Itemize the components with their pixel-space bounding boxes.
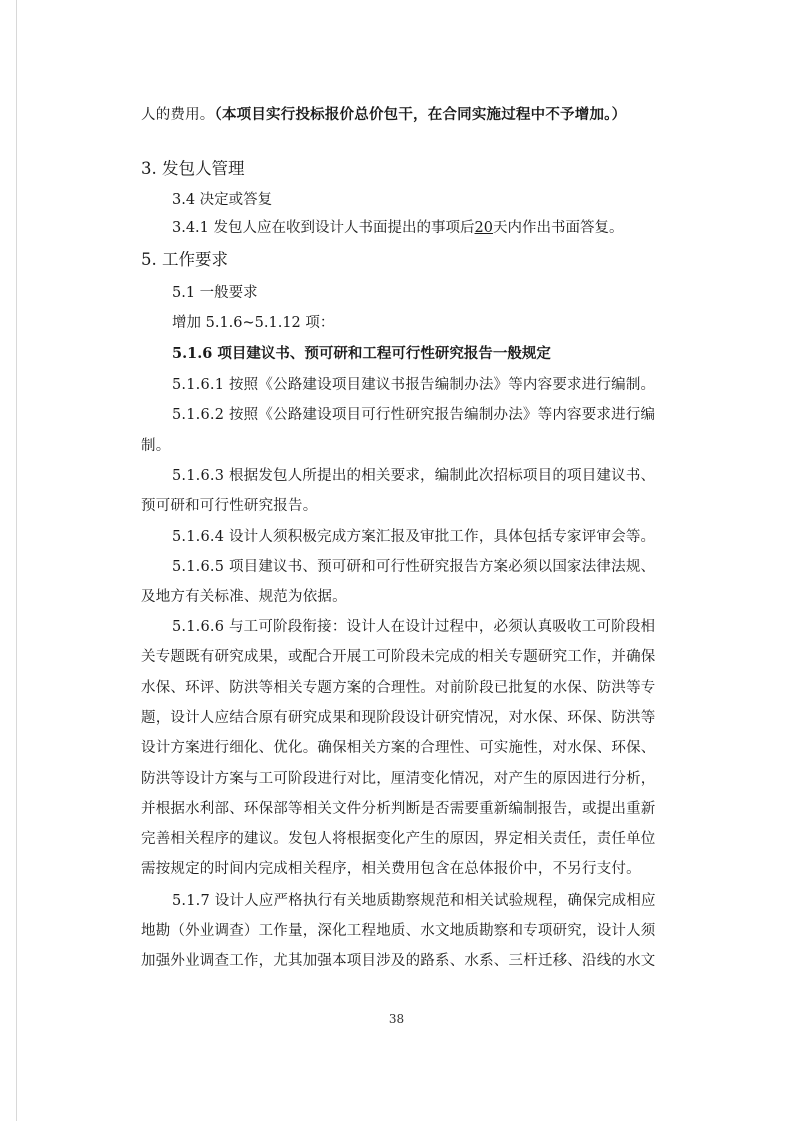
clause-5-1-6-3-line1: 5.1.6.3 根据发包人所提出的相关要求，编制此次招标项目的项目建议书、 bbox=[172, 468, 656, 484]
clause-5-1-7-line2: 地勘（外业调查）工作量，深化工程地质、水文地质勘察和专项研究，设计人须 bbox=[141, 923, 656, 939]
clause-5-1-6-1: 5.1.6.1 按照《公路建设项目建议书报告编制办法》等内容要求进行编制。 bbox=[172, 377, 656, 393]
clause-5-1-6-3-line2: 预可研和可行性研究报告。 bbox=[141, 498, 318, 514]
clause-3-4-1 bbox=[172, 218, 623, 238]
clause-5-1-6-6-line3: 水保、环评、防洪等相关专题方案的合理性。对前阶段已批复的水保、防洪等专 bbox=[141, 680, 656, 696]
clause-5-1-7-line3: 加强外业调查工作，尤其加强本项目涉及的路系、水系、三杆迁移、沿线的水文 bbox=[141, 953, 656, 969]
clause-5-1-6-6-line2: 关专题既有研究成果，或配合开展工可阶段未完成的相关专题研究工作，并确保 bbox=[141, 649, 656, 665]
subsection-5-1: 5.1 一般要求 bbox=[172, 285, 258, 301]
clause-5-1-6-2-line1: 5.1.6.2 按照《公路建设项目可行性研究报告编制办法》等内容要求进行编 bbox=[172, 407, 656, 423]
page-number: 38 bbox=[388, 1012, 405, 1026]
clause-5-1-6-2-line2: 制。 bbox=[141, 438, 171, 454]
clause-5-1-7-line1: 5.1.7 设计人应严格执行有关地质勘察规范和相关试验规程，确保完成相应 bbox=[172, 893, 656, 909]
clause-5-1-6-6-line6: 防洪等设计方案与工可阶段进行对比，厘清变化情况，对产生的原因进行分析， bbox=[141, 771, 656, 787]
text-lump-sum-note: （本项目实行投标报价总价包干，在合同实施过程中不予增加。） bbox=[214, 106, 627, 123]
clause-5-1-6-6-line1: 5.1.6.6 与工可阶段衔接：设计人在设计过程中，必须认真吸收工可阶段相 bbox=[172, 619, 656, 635]
clause-3-4-1-text-b: 天内作出书面答复。 bbox=[492, 220, 624, 236]
clause-3-4-1-text-a: 3.4.1 发包人应在收到设计人书面提出的事项后 bbox=[172, 220, 475, 236]
clause-5-1-6-5-line2: 及地方有关标准、规范为依据。 bbox=[141, 589, 347, 605]
clause-5-1-6-title: 5.1.6 项目建议书、预可研和工程可行性研究报告一般规定 bbox=[172, 345, 551, 362]
addition-note: 增加 5.1.6~5.1.12 项： bbox=[172, 315, 335, 331]
clause-5-1-6-5-line1: 5.1.6.5 项目建议书、预可研和可行性研究报告方案必须以国家法律法规、 bbox=[172, 559, 656, 575]
clause-5-1-6-6-line4: 题，设计人应结合原有研究成果和现阶段设计研究情况，对水保、环保、防洪等 bbox=[141, 710, 656, 726]
clause-5-1-6-6-line5: 设计方案进行细化、优化。确保相关方案的合理性、可实施性，对水保、环保、 bbox=[141, 740, 656, 756]
text-fee: 人的费用。 bbox=[141, 107, 215, 123]
clause-5-1-6-6-line9: 需按规定的时间内完成相关程序，相关费用包含在总体报价中，不另行支付。 bbox=[141, 861, 641, 877]
section-heading-3: 3. 发包人管理 bbox=[141, 159, 245, 178]
clause-5-1-6-6-line8: 完善相关程序的建议。发包人将根据变化产生的原因，界定相关责任，责任单位 bbox=[141, 831, 656, 847]
clause-5-1-6-6-line7: 并根据水利部、环保部等相关文件分析判断是否需要重新编制报告，或提出重新 bbox=[141, 801, 656, 817]
paragraph-continuation bbox=[141, 105, 626, 125]
subsection-3-4: 3.4 决定或答复 bbox=[172, 192, 273, 208]
section-heading-5: 5. 工作要求 bbox=[141, 250, 228, 269]
reply-days: 20 bbox=[474, 220, 493, 236]
clause-5-1-6-4: 5.1.6.4 设计人须积极完成方案汇报及审批工作，具体包括专家评审会等。 bbox=[172, 529, 656, 545]
